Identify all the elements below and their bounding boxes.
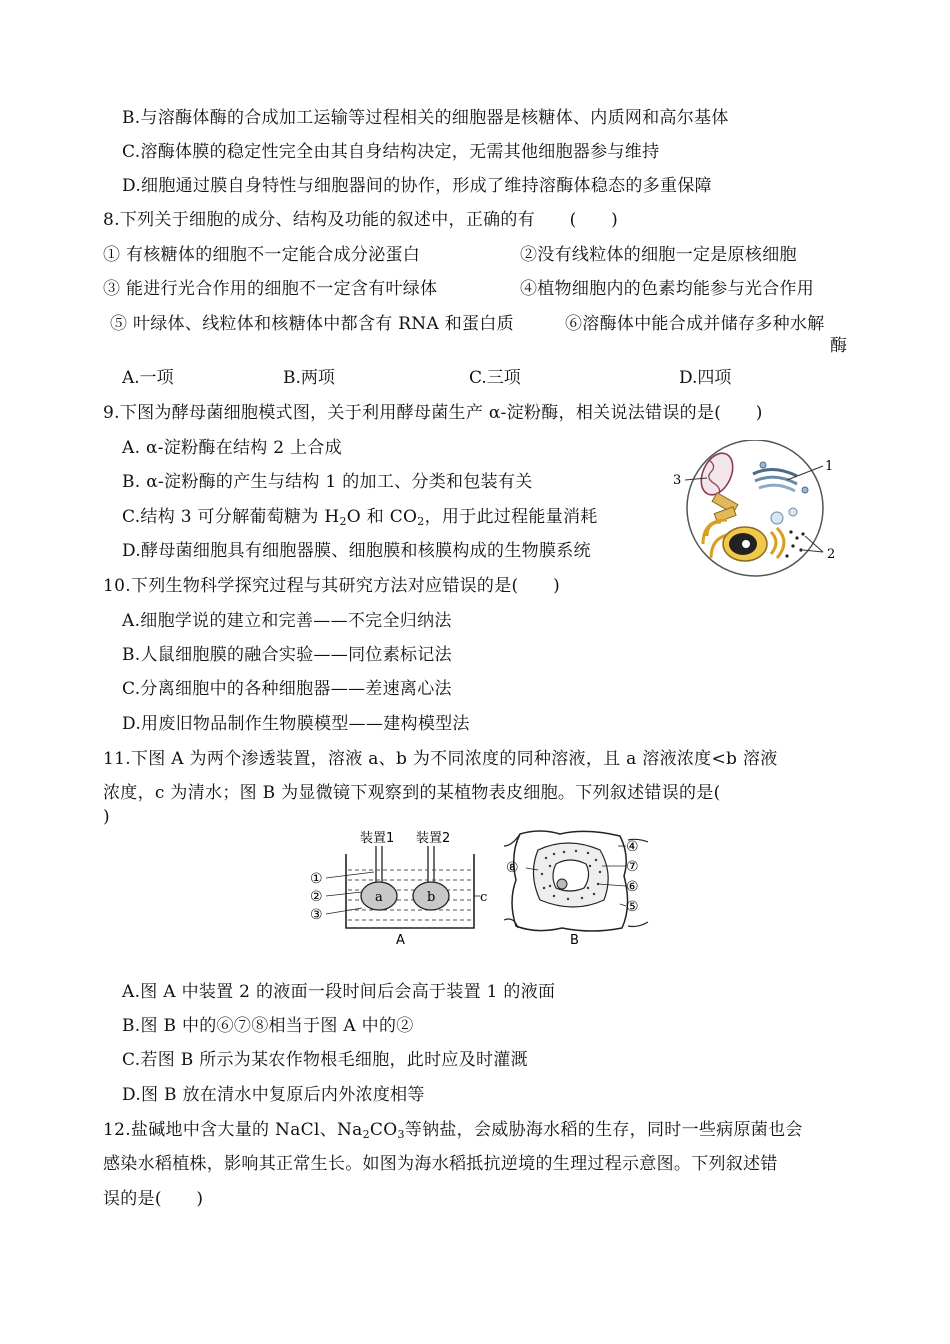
osmosis-device-figure-a [308, 826, 493, 946]
fig-b-label-7: ⑦ [626, 859, 639, 875]
fig-a-label-3: ③ [310, 907, 323, 923]
q8-option-a: A.一项 [122, 368, 174, 388]
q8-statement-1: ① 有核糖体的细胞不一定能合成分泌蛋白 [103, 245, 421, 265]
q10-stem: 10.下列生物科学探究过程与其研究方法对应错误的是( ) [103, 576, 560, 596]
fig-a-caption: A [396, 933, 405, 946]
q12-stem-line-1: 12.盐碱地中含大量的 NaCl、$Na_2CO_3$等钠盐，会威胁海水稻的生存，同时一些病原菌也会 [103, 1120, 803, 1141]
solution-a-label: a [375, 890, 383, 905]
q9-stem: 9.下图为酵母菌细胞模式图，关于利用酵母菌生产 α-淀粉酶，相关说法错误的是( ) [103, 403, 763, 423]
q11-stem-line-3: ) [103, 807, 110, 827]
solution-b-label: b [427, 890, 436, 905]
q9-option-b: B. α-淀粉酶的产生与结构 1 的加工、分类和包装有关 [122, 472, 533, 492]
fig-b-label-8: ⑧ [506, 860, 519, 876]
q8-statement-4: ④植物细胞内的色素均能参与光合作用 [520, 279, 815, 299]
q11-option-c: C.若图 B 所示为某农作物根毛细胞，此时应及时灌溉 [122, 1050, 528, 1070]
q12-stem-line-2: 感染水稻植株，影响其正常生长。如图为海水稻抵抗逆境的生理过程示意图。下列叙述错 [103, 1154, 778, 1174]
q7-option-c: C.溶酶体膜的稳定性完全由其自身结构决定，无需其他细胞器参与维持 [122, 142, 660, 162]
q10-option-a: A.细胞学说的建立和完善——不完全归纳法 [122, 611, 452, 631]
q8-statement-6-wrap: 酶 [830, 336, 848, 356]
q9-option-c: C.结构 3 可分解葡萄糖为 $H_2O$ 和 $CO_2$，用于此过程能量消耗 [122, 507, 598, 528]
q8-statement-2: ②没有线粒体的细胞一定是原核细胞 [520, 245, 797, 265]
q10-option-c: C.分离细胞中的各种细胞器——差速离心法 [122, 679, 452, 699]
q9-option-a: A. α-淀粉酶在结构 2 上合成 [122, 438, 343, 458]
q11-stem-line-2: 浓度，c 为清水；图 B 为显微镜下观察到的某植物表皮细胞。下列叙述错误的是( [103, 783, 721, 803]
device-2-label: 装置2 [416, 831, 451, 846]
q9-option-d: D.酵母菌细胞具有细胞器膜、细胞膜和核膜构成的生物膜系统 [122, 541, 591, 561]
q8-option-b: B.两项 [283, 368, 335, 388]
clear-water-label: c [480, 890, 488, 905]
device-1-label: 装置1 [360, 831, 395, 846]
q11-stem-line-1: 11.下图 A 为两个渗透装置，溶液 a、b 为不同浓度的同种溶液，且 a 溶液浓度<b 溶液 [103, 749, 778, 769]
q8-statement-3: ③ 能进行光合作用的细胞不一定含有叶绿体 [103, 279, 438, 299]
q11-option-d: D.图 B 放在清水中复原后内外浓度相等 [122, 1085, 425, 1105]
q12-stem-line-3: 误的是( ) [103, 1189, 204, 1209]
yeast-cell-diagram [645, 440, 845, 580]
fig-a-label-1: ① [310, 871, 323, 887]
fig-a-label-2: ② [310, 889, 323, 905]
q10-option-b: B.人鼠细胞膜的融合实验——同位素标记法 [122, 645, 452, 665]
q7-option-b: B.与溶酶体酶的合成加工运输等过程相关的细胞器是核糖体、内质网和高尔基体 [122, 108, 729, 128]
q8-stem: 8.下列关于细胞的成分、结构及功能的叙述中，正确的有 ( ) [103, 210, 619, 230]
q8-statement-5: ⑤ 叶绿体、线粒体和核糖体中都含有 RNA 和蛋白质 [110, 314, 514, 334]
q11-option-a: A.图 A 中装置 2 的液面一段时间后会高于装置 1 的液面 [122, 982, 556, 1002]
fig-b-label-5: ⑤ [626, 899, 639, 915]
yeast-label-1: 1 [825, 459, 834, 474]
q8-option-c: C.三项 [469, 368, 521, 388]
q11-option-b: B.图 B 中的⑥⑦⑧相当于图 A 中的② [122, 1016, 414, 1036]
q10-option-d: D.用废旧物品制作生物膜模型——建构模型法 [122, 714, 470, 734]
fig-b-label-6: ⑥ [626, 879, 639, 895]
plant-cell-figure-b [502, 826, 652, 946]
yeast-label-3: 3 [673, 473, 682, 488]
yeast-label-2: 2 [827, 547, 836, 562]
q8-option-d: D.四项 [679, 368, 732, 388]
q8-statement-6: ⑥溶酶体中能合成并储存多种水解 [565, 314, 825, 334]
fig-b-caption: B [570, 933, 579, 946]
q7-option-d: D.细胞通过膜自身特性与细胞器间的协作，形成了维持溶酶体稳态的多重保障 [122, 176, 712, 196]
fig-b-label-4: ④ [626, 839, 639, 855]
